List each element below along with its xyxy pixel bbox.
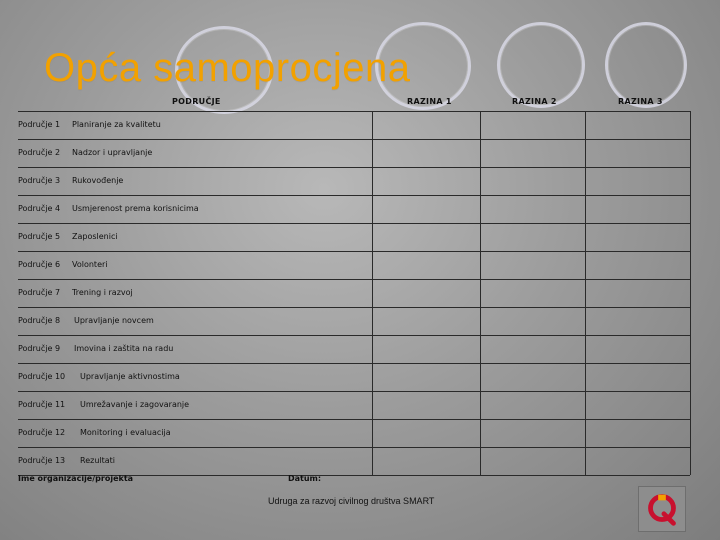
area-number-label: Područje 11 xyxy=(18,400,66,409)
area-name: Usmjerenost prema korisnicima xyxy=(72,204,199,213)
table-row-divider xyxy=(18,111,690,112)
area-name: Umrežavanje i zagovaranje xyxy=(80,400,190,409)
slide-title: Opća samoprocjena xyxy=(44,46,411,90)
organization-name: Udruga za razvoj civilnog društva SMART xyxy=(268,496,435,506)
area-number-label: Područje 3 xyxy=(18,176,61,185)
area-number-label: Područje 1 xyxy=(18,120,61,129)
table-column-divider xyxy=(585,111,586,475)
table-row-divider xyxy=(18,335,690,336)
area-name: Volonteri xyxy=(72,260,108,269)
column-header-level-3: RAZINA 3 xyxy=(618,97,663,106)
decorative-circle xyxy=(497,22,585,108)
table-row-divider xyxy=(18,167,690,168)
area-number-label: Područje 13 xyxy=(18,456,66,465)
area-number-label: Područje 4 xyxy=(18,204,61,213)
area-name: Monitoring i evaluacija xyxy=(80,428,171,437)
area-number-label: Područje 2 xyxy=(18,148,61,157)
column-header-area: PODRUČJE xyxy=(172,97,221,106)
decorative-circle xyxy=(605,22,687,108)
area-number-label: Područje 9 xyxy=(18,344,61,353)
table-row-divider xyxy=(18,223,690,224)
area-number-label: Područje 8 xyxy=(18,316,61,325)
table-row-divider xyxy=(18,391,690,392)
area-name: Imovina i zaštita na radu xyxy=(74,344,174,353)
table-row-divider xyxy=(18,307,690,308)
area-name: Rezultati xyxy=(80,456,116,465)
area-name: Upravljanje novcem xyxy=(74,316,154,325)
smart-q-logo-icon xyxy=(638,486,686,532)
area-name: Rukovođenje xyxy=(72,176,124,185)
area-name: Nadzor i upravljanje xyxy=(72,148,153,157)
area-name: Trening i razvoj xyxy=(72,288,133,297)
area-number-label: Područje 10 xyxy=(18,372,66,381)
table-row-divider xyxy=(18,195,690,196)
area-name: Zaposlenici xyxy=(72,232,118,241)
column-header-level-1: RAZINA 1 xyxy=(407,97,452,106)
area-number-label: Područje 12 xyxy=(18,428,66,437)
area-number-label: Područje 7 xyxy=(18,288,61,297)
area-number-label: Područje 6 xyxy=(18,260,61,269)
table-column-divider xyxy=(690,111,691,475)
date-label: Datum: xyxy=(288,474,322,483)
table-row-divider xyxy=(18,419,690,420)
table-row-divider xyxy=(18,251,690,252)
table-row-divider xyxy=(18,363,690,364)
area-name: Upravljanje aktivnostima xyxy=(80,372,180,381)
area-number-label: Područje 5 xyxy=(18,232,61,241)
table-row-divider xyxy=(18,279,690,280)
area-name: Planiranje za kvalitetu xyxy=(72,120,161,129)
table-column-divider xyxy=(480,111,481,475)
organization-label: Ime organizacije/projekta xyxy=(18,474,134,483)
table-column-divider xyxy=(372,111,373,475)
logo-graphic xyxy=(639,487,685,531)
table-row-divider xyxy=(18,139,690,140)
column-header-level-2: RAZINA 2 xyxy=(512,97,557,106)
table-row-divider xyxy=(18,447,690,448)
